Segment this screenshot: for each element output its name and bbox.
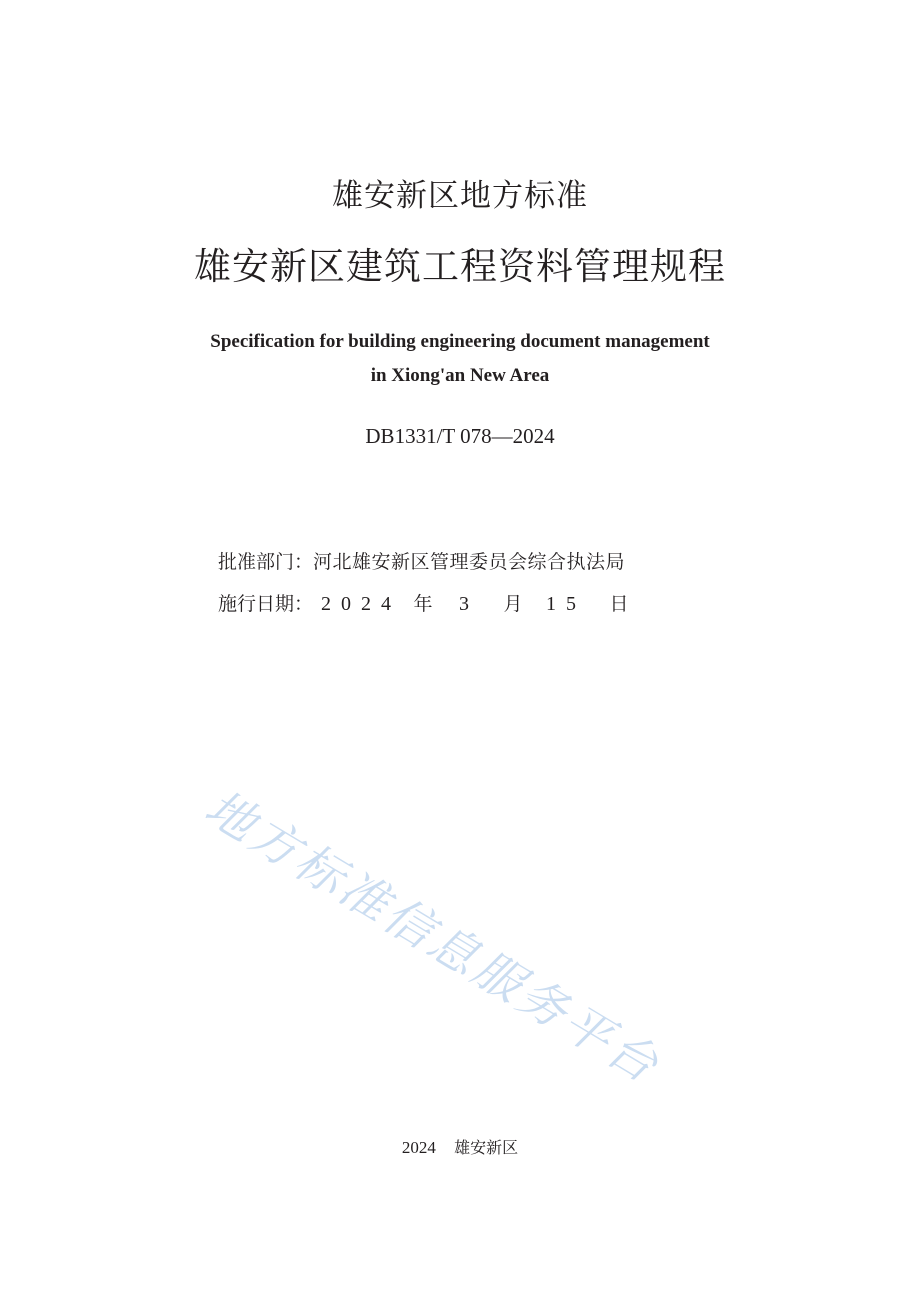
document-title: 雄安新区建筑工程资料管理规程	[194, 245, 726, 288]
effective-date-label: 施行日期：	[218, 593, 314, 615]
document-title-english-line-2: in Xiong'an New Area	[370, 365, 550, 386]
effective-date-month-unit: 月	[503, 593, 523, 615]
footer-issuer: 雄安新区	[454, 1138, 519, 1157]
footer-publisher	[0, 1136, 920, 1160]
standard-number: DB1331/T 078—2024	[365, 424, 555, 448]
approval-department-label: 批准部门：	[218, 551, 314, 573]
standard-series-heading: 雄安新区地方标准	[332, 178, 588, 214]
effective-date-day-unit: 日	[609, 593, 629, 615]
effective-date-month: 3	[459, 593, 480, 615]
effective-date-year-unit: 年	[413, 593, 433, 615]
effective-date-row	[218, 590, 631, 618]
footer-year: 2024	[401, 1138, 436, 1157]
approval-department-value: 河北雄安新区管理委员会综合执法局	[313, 551, 626, 573]
watermark-text: 地方标准信息服务平台	[195, 779, 671, 1096]
effective-date-year: 2024	[321, 593, 402, 615]
effective-date-day: 15	[546, 593, 587, 615]
approval-department-row	[218, 548, 625, 576]
document-title-english-line-1: Specification for building engineering document management	[210, 331, 710, 352]
